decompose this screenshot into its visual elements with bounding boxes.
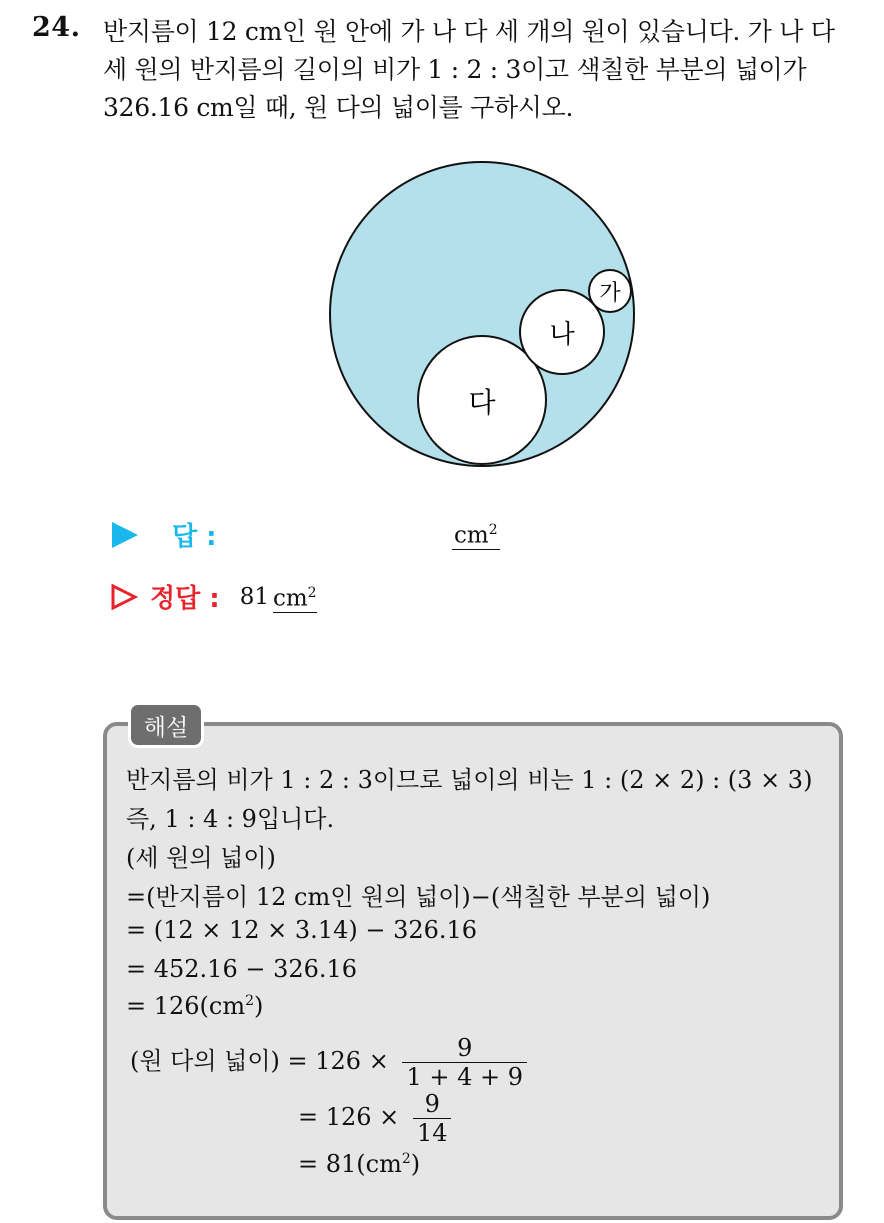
solution-line-8: (원 다의 넓이) = 126 × $\frac{9}{1 + 4 + 9}$ — [130, 1034, 527, 1091]
solution-line-5: = (12 × 12 × 3.14) − 326.16 — [126, 916, 478, 944]
answer-unit: $cm^2$ — [452, 517, 500, 550]
answer-row — [112, 516, 217, 553]
correct-answer-row — [110, 578, 317, 615]
play-arrow-icon — [112, 522, 138, 548]
solution-line-7: = $126(cm^2)$ — [126, 992, 264, 1020]
solution-line-2: 즉, 1 : 4 : 9입니다. — [126, 805, 335, 833]
circle-da-label: 다 — [468, 386, 496, 419]
question-number: 24. — [32, 12, 81, 43]
outline-arrow-icon — [110, 583, 138, 611]
question-text-line-3: 326.16 cm일 때, 원 다의 넓이를 구하시오. — [103, 93, 574, 122]
solution-line-9: = 126 × $\frac{9}{14}$ — [298, 1090, 451, 1147]
correct-answer-label: 정답 : — [150, 584, 220, 614]
fraction: $\frac{9}{1 + 4 + 9}$ — [402, 1034, 527, 1091]
correct-answer-value: 81 — [239, 583, 269, 610]
circle-ga-label: 가 — [599, 281, 621, 306]
fraction: $\frac{9}{14}$ — [413, 1090, 452, 1147]
circle-na-label: 나 — [549, 320, 575, 350]
solution-line-6: = 452.16 − 326.16 — [126, 955, 358, 983]
correct-answer-unit: $cm^2$ — [273, 580, 317, 613]
solution-line-3: (세 원의 넓이) — [126, 844, 276, 872]
question-text-line-1: 반지름이 12 cm인 원 안에 가 나 다 세 개의 원이 있습니다. 가 나 다 — [103, 17, 835, 46]
solution-tab: 해설 — [128, 702, 204, 748]
circle-diagram — [320, 152, 644, 474]
question-text-line-2: 세 원의 반지름의 길이의 비가 1 : 2 : 3이고 색칠한 부분의 넓이가 — [103, 55, 807, 84]
solution-line-4: =(반지름이 12 cm인 원의 넓이)−(색칠한 부분의 넓이) — [126, 883, 711, 911]
solution-line-1: 반지름의 비가 1 : 2 : 3이므로 넓이의 비는 1 : (2 × 2) : (3 × 3) — [126, 766, 813, 794]
answer-label: 답 : — [172, 522, 217, 552]
solution-line-10: = $81(cm^2)$ — [298, 1150, 421, 1178]
